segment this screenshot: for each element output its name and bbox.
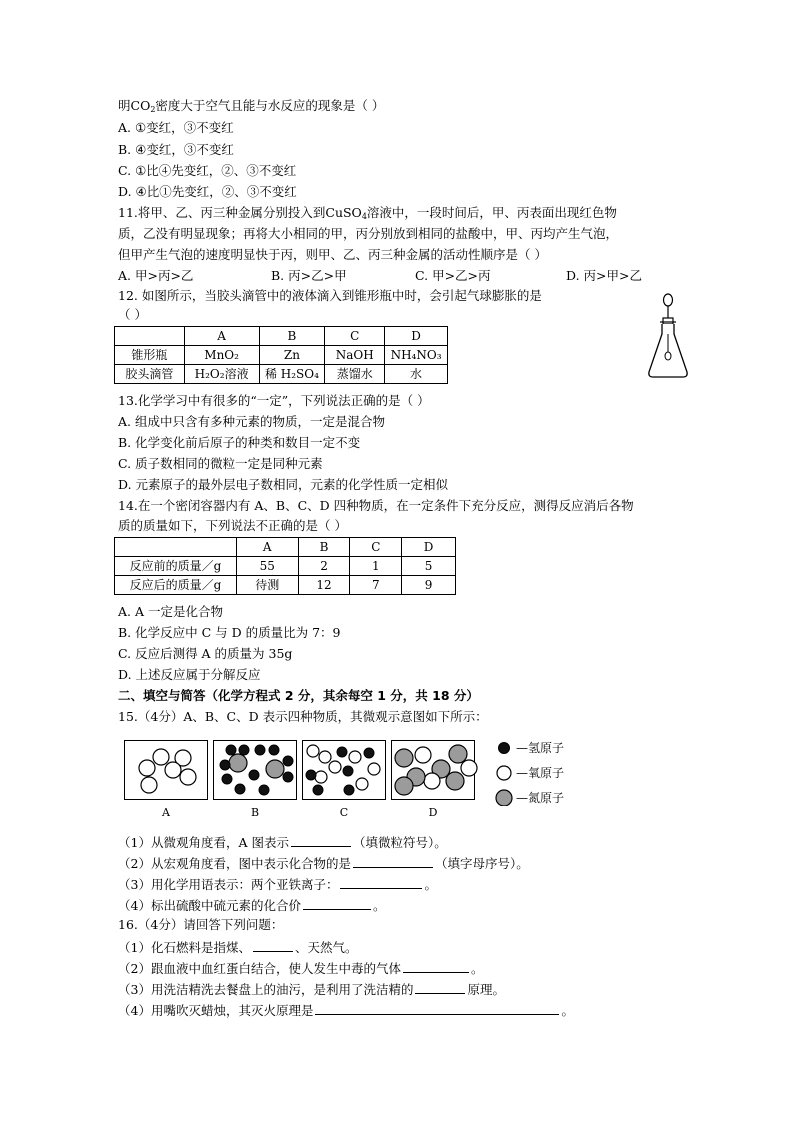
q16-sub4: （4）用嘴吹灭蜡烛，其灭火原理是 。 xyxy=(118,1000,574,1020)
box-a-particles xyxy=(125,741,209,801)
table-row xyxy=(115,557,456,576)
box-c-particles xyxy=(303,741,387,801)
table-cell: 反应后的质量／g xyxy=(115,576,237,595)
q11-option-b[interactable]: B. 丙>乙>甲 xyxy=(271,268,347,283)
table-cell: 55 xyxy=(236,557,298,576)
q15-blank-2[interactable] xyxy=(353,853,433,868)
q16-sub3: （3）用洗洁精洗去餐盘上的油污，是利用了洗洁精的 原理。 xyxy=(118,979,505,999)
table-cell: H₂O₂溶液 xyxy=(184,365,259,384)
q16-blank-2[interactable] xyxy=(403,958,469,973)
q11-stem-line1: 11.将甲、乙、丙三种金属分别投入到CuSO$_4$溶液中，一段时间后，甲、丙表面出现红色物 xyxy=(118,205,617,221)
table-row xyxy=(115,365,448,384)
q12-answer-bracket: （ ） xyxy=(118,307,147,322)
box-label-c: C xyxy=(339,806,349,819)
q15-blank-4[interactable] xyxy=(303,895,371,910)
q14-option-c[interactable]: C. 反应后测得 A 的质量为 35g xyxy=(118,646,293,661)
diagram-box-d xyxy=(391,740,475,800)
q15-sub3: （3）用化学用语表示：两个亚铁离子： 。 xyxy=(118,874,437,894)
table-cell xyxy=(115,327,185,346)
q14-option-d[interactable]: D. 上述反应属于分解反应 xyxy=(118,667,261,682)
q13-option-c[interactable]: C. 质子数相同的微粒一定是同种元素 xyxy=(118,456,323,471)
table-cell: 9 xyxy=(402,576,456,595)
q16-blank-3[interactable] xyxy=(415,979,465,994)
dropper-bulb xyxy=(663,318,673,324)
q12-stem: 12. 如图所示，当胶头滴管中的液体滴入到锥形瓶中时，会引起气球膨胀的是 xyxy=(118,288,542,303)
diagram-box-a xyxy=(124,740,208,800)
q15-sub1: （1）从微观角度看，A 图表示 （填微粒符号）。 xyxy=(118,832,447,852)
table-cell: 待测 xyxy=(236,576,298,595)
q12-table xyxy=(114,326,448,384)
table-cell: D xyxy=(402,538,456,557)
q10-option-a[interactable]: A. ①变红，③不变红 xyxy=(118,120,234,135)
diagram-box-c xyxy=(302,740,386,800)
oxygen-atom-icon xyxy=(497,766,511,780)
table-cell: 胶头滴管 xyxy=(115,365,185,384)
q16-blank-1[interactable] xyxy=(253,937,293,952)
table-row xyxy=(115,538,456,557)
q14-table xyxy=(114,537,456,595)
box-label-a: A xyxy=(162,806,170,819)
table-cell xyxy=(115,538,237,557)
table-cell: 水 xyxy=(385,365,448,384)
section-heading: 二、填空与简答（化学方程式 2 分，其余每空 1 分，共 18 分） xyxy=(118,688,479,703)
table-cell: C xyxy=(350,538,402,557)
q14-stem-line2: 质的质量如下，下列说法不正确的是（ ） xyxy=(118,518,347,533)
table-cell: D xyxy=(385,327,448,346)
q11-stem-line3: 但甲产生气泡的速度明显快于丙，则甲、乙、丙三种金属的活动性顺序是（ ） xyxy=(118,247,547,262)
table-cell: 5 xyxy=(402,557,456,576)
legend-hydrogen: —氢原子 xyxy=(516,741,565,755)
table-cell: 1 xyxy=(350,557,402,576)
diagram-box-b xyxy=(213,740,297,800)
q15-blank-3[interactable] xyxy=(340,874,422,889)
q15-sub4: （4）标出硫酸中硫元素的化合价 。 xyxy=(118,895,385,915)
table-cell: A xyxy=(236,538,298,557)
q15-sub2: （2）从宏观角度看，图中表示化合物的是 （填字母序号）。 xyxy=(118,853,529,873)
hydrogen-atom-icon xyxy=(499,743,510,754)
q11-option-c[interactable]: C. 甲>乙>丙 xyxy=(415,268,491,283)
table-cell: 反应前的质量／g xyxy=(115,557,237,576)
q11-option-d[interactable]: D. 丙>甲>乙 xyxy=(566,268,642,283)
legend-nitrogen: —氮原子 xyxy=(516,791,565,805)
flask-dropper-figure xyxy=(640,290,696,382)
q14-option-b[interactable]: B. 化学反应中 C 与 D 的质量比为 7：9 xyxy=(118,625,341,640)
q13-option-d[interactable]: D. 元素原子的最外层电子数相同，元素的化学性质一定相似 xyxy=(118,477,449,492)
table-cell: 稀 H₂SO₄ xyxy=(259,365,325,384)
table-row xyxy=(115,576,456,595)
q10-option-b[interactable]: B. ④变红，③不变红 xyxy=(118,142,234,157)
q11-option-a[interactable]: A. 甲>丙>乙 xyxy=(118,268,194,283)
q13-option-a[interactable]: A. 组成中只含有多种元素的物质，一定是混合物 xyxy=(118,414,385,429)
box-b-particles xyxy=(214,741,298,801)
table-cell: 蒸馏水 xyxy=(325,365,385,384)
nitrogen-atom-icon xyxy=(496,790,512,806)
table-cell: B xyxy=(259,327,325,346)
legend-oxygen: —氧原子 xyxy=(516,766,565,780)
q13-option-b[interactable]: B. 化学变化前后原子的种类和数目一定不变 xyxy=(118,435,361,450)
box-label-b: B xyxy=(250,806,260,819)
table-cell: 7 xyxy=(350,576,402,595)
table-row xyxy=(115,327,448,346)
q10-option-d[interactable]: D. ④比①先变红，②、③不变红 xyxy=(118,184,297,199)
table-cell: MnO₂ xyxy=(184,346,259,365)
q16-blank-4[interactable] xyxy=(315,1000,559,1015)
table-cell: NH₄NO₃ xyxy=(385,346,448,365)
q16-stem: 16.（4分）请回答下列问题： xyxy=(118,917,284,932)
q10-stem-tail: 明$CO_2$密度大于空气且能与水反应的现象是（ ） xyxy=(118,98,385,114)
q14-stem-line1: 14.在一个密闭容器内有 A、B、C、D 四种物质，在一定条件下充分反应，测得反应消后各物 xyxy=(118,498,634,513)
table-cell: 锥形瓶 xyxy=(115,346,185,365)
table-cell: Zn xyxy=(259,346,325,365)
box-d-particles xyxy=(392,741,486,801)
q13-stem: 13.化学学习中有很多的“一定”，下列说法正确的是（ ） xyxy=(118,393,430,408)
table-cell: NaOH xyxy=(325,346,385,365)
box-label-d: D xyxy=(428,806,438,819)
table-cell: 2 xyxy=(298,557,350,576)
table-cell: C xyxy=(325,327,385,346)
q15-stem: 15.（4分）A、B、C、D 表示四种物质，其微观示意图如下所示： xyxy=(118,709,488,724)
q10-option-c[interactable]: C. ①比④先变红，②、③不变红 xyxy=(118,163,297,178)
q15-blank-1[interactable] xyxy=(291,832,351,847)
table-cell: A xyxy=(184,327,259,346)
table-row xyxy=(115,346,448,365)
q11-stem-line2: 质，乙没有明显现象；再将大小相同的甲，丙分别放到相同的盐酸中，甲、丙均产生气泡， xyxy=(118,226,619,241)
table-cell: 12 xyxy=(298,576,350,595)
table-cell: B xyxy=(298,538,350,557)
atom-legend-icons xyxy=(494,740,516,806)
q16-sub2: （2）跟血液中血红蛋白结合，使人发生中毒的气体 。 xyxy=(118,958,483,978)
q16-sub1: （1）化石燃料是指煤、 、天然气。 xyxy=(118,937,357,957)
balloon xyxy=(664,294,673,306)
q14-option-a[interactable]: A. A 一定是化合物 xyxy=(118,604,223,619)
